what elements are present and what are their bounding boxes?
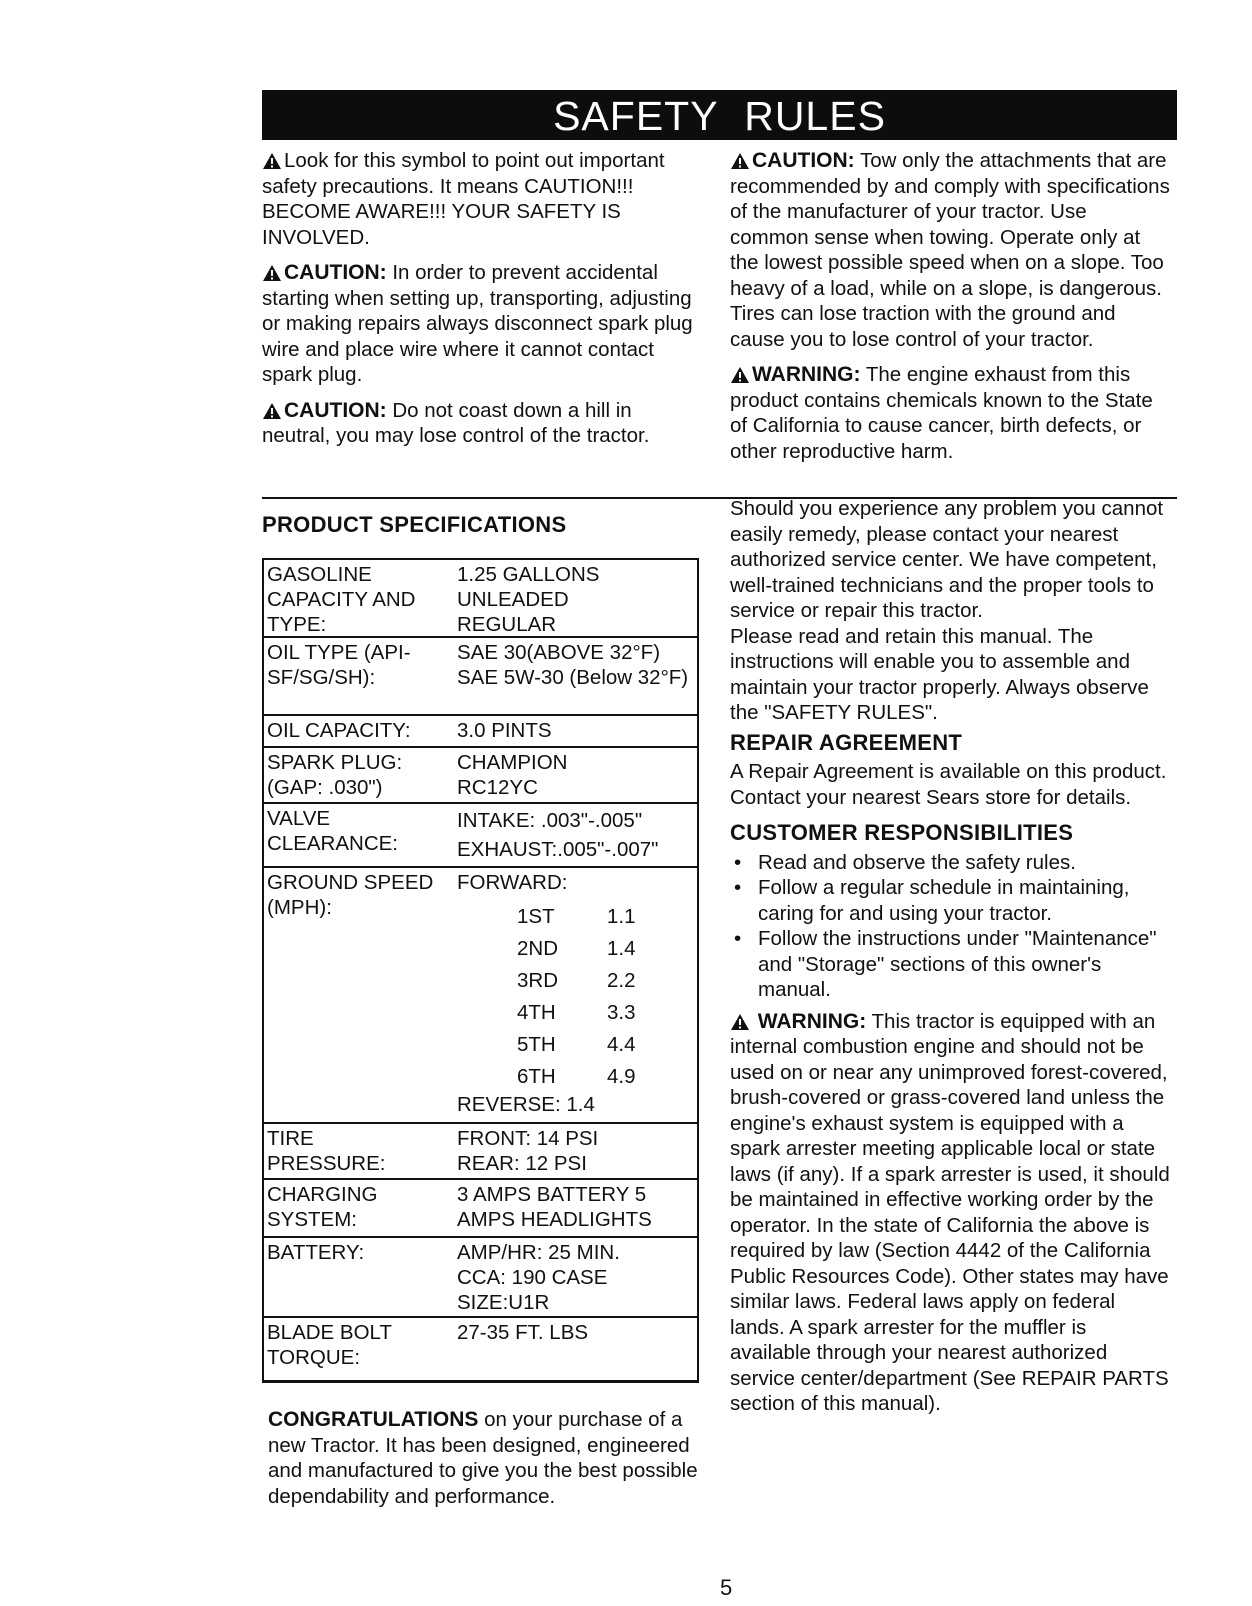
- warning-triangle-icon: [730, 366, 750, 384]
- spec-value: AMP/HR: 25 MIN. CCA: 190 CASE SIZE:U1R: [457, 1241, 620, 1314]
- caution-towing: [730, 148, 1170, 352]
- spec-value: SAE 30(ABOVE 32°F) SAE 5W-30 (Below 32°F): [457, 641, 689, 689]
- manual-paragraph: Please read and retain this manual. The instructions will enable you to assemble and maintain your tractor properly. Always observe the "SAFETY RULES".: [730, 624, 1149, 724]
- gear-label: 5TH: [517, 1033, 556, 1056]
- caution-disconnect: [262, 260, 702, 388]
- warning-exhaust: [730, 362, 1170, 464]
- gear-speed: 4.4: [607, 1033, 636, 1056]
- spec-label: VALVE CLEARANCE:: [267, 807, 399, 855]
- spec-value: 1.25 GALLONS UNLEADED REGULAR: [457, 563, 600, 636]
- gear-row: [517, 997, 717, 1029]
- spec-row-spark-plug: [264, 748, 697, 804]
- spec-row-oil-capacity: [264, 716, 697, 748]
- spec-row-ground-speed: [264, 868, 697, 1124]
- left-safety-column: [262, 148, 702, 459]
- spec-row-valve: [264, 804, 697, 868]
- spec-label: GROUND SPEED (MPH):: [267, 871, 434, 919]
- spec-row-charging: [264, 1180, 697, 1238]
- warning-label: WARNING:: [757, 1009, 867, 1033]
- repair-agreement-heading: REPAIR AGREEMENT: [730, 729, 963, 755]
- gear-label: 4TH: [517, 1001, 556, 1024]
- warning-triangle-icon: [730, 1013, 750, 1031]
- spec-value: CHAMPION RC12YC: [457, 751, 568, 799]
- customer-responsibilities-heading: CUSTOMER RESPONSIBILITIES: [730, 820, 1074, 845]
- warning-spark-arrester: [730, 1009, 1170, 1417]
- forward-label: FORWARD:: [457, 871, 568, 894]
- caution-text: In order to prevent accidental starting when setting up, transporting, adjusting or making repairs always disconnect spark plug wire and place wire where it cannot contact spark plug.: [262, 261, 693, 386]
- spec-value: 27-35 FT. LBS: [457, 1321, 589, 1344]
- gear-label: 2ND: [517, 937, 559, 960]
- spec-value: 3.0 PINTS: [457, 719, 552, 742]
- service-paragraph: Should you experience any problem you cannot easily remedy, please contact your nearest authorized service center. We have competent, well-trained technicians and the proper tools to service or repair this tractor.: [730, 497, 1164, 622]
- gear-speed: 2.2: [607, 969, 636, 992]
- spec-label: SPARK PLUG: (GAP: .030"): [267, 751, 403, 799]
- congratulations-label: CONGRATULATIONS: [268, 1408, 479, 1431]
- spec-label: OIL TYPE (API-SF/SG/SH):: [267, 641, 411, 689]
- warning-triangle-icon: [262, 402, 282, 420]
- spec-row-tire: [264, 1124, 697, 1180]
- spec-value: FRONT: 14 PSI REAR: 12 PSI: [457, 1127, 599, 1175]
- gear-row: [517, 965, 717, 997]
- list-item: • Follow a regular schedule in maintaining, caring for and using your tractor.: [730, 875, 1170, 926]
- gear-row: [517, 933, 717, 965]
- spec-value: 3 AMPS BATTERY 5 AMPS HEADLIGHTS: [457, 1183, 652, 1231]
- warning-text: The engine exhaust from this product contains chemicals known to the State of California to cause cancer, birth defects, or other reproductive harm.: [730, 363, 1153, 463]
- spec-label: OIL CAPACITY:: [267, 719, 411, 742]
- gear-row: [517, 901, 717, 933]
- intro-paragraph: [262, 148, 702, 250]
- specs-heading: PRODUCT SPECIFICATIONS: [262, 512, 567, 537]
- specs-table: [262, 558, 699, 1383]
- gear-label: 3RD: [517, 969, 559, 992]
- list-item: • Read and observe the safety rules.: [730, 850, 1170, 876]
- right-info-column: [730, 496, 1170, 1417]
- spec-row-oil-type: [264, 638, 697, 716]
- spec-label: TIRE PRESSURE:: [267, 1127, 386, 1175]
- gear-row: [517, 1029, 717, 1061]
- spec-row-blade-bolt: [264, 1318, 697, 1380]
- warning-text: This tractor is equipped with an internal combustion engine and should not be used on or near any unimproved forest-covered, brush-covered or grass-covered land unless the engine's exhaust system is equipped with a spark arrester meeting applicable local or state laws (if any). If a spark arrester is used, it should be maintained in effective working order by the operator. In the state of California the above is required by law (Section 4442 of the California Public Resources Code). Other states may have similar laws. Federal laws apply on federal lands. A spark arrester for the muffler is available through your nearest authorized service center/department (See REPAIR PARTS section of this manual).: [730, 1009, 1170, 1415]
- spec-label: CHARGING SYSTEM:: [267, 1183, 378, 1231]
- warning-triangle-icon: [262, 264, 282, 282]
- spec-row-battery: [264, 1238, 697, 1318]
- reverse-speed: REVERSE: 1.4: [457, 1093, 595, 1116]
- responsibility-list: [730, 850, 1170, 1003]
- caution-label: CAUTION:: [752, 149, 855, 172]
- list-item: • Follow the instructions under "Maintenance" and "Storage" sections of this owner's manual.: [730, 926, 1170, 1003]
- gear-row: [517, 1061, 717, 1093]
- congratulations-text: on your purchase of a new Tractor. It has been designed, engineered and manufactured to give you the best possible dependability and performance.: [268, 1408, 698, 1508]
- warning-triangle-icon: [262, 152, 282, 170]
- gear-speed: 1.1: [607, 905, 636, 928]
- caution-text: Tow only the attachments that are recommended by and comply with specifications of the manufacturer of your tractor. Use common sense when towing. Operate only at the lowest possible speed when on a slope. Too heavy of a load, while on a slope, is dangerous. Tires can lose traction with the ground and cause you to lose control of your tractor.: [730, 149, 1170, 351]
- page-title: SAFETY RULES: [262, 90, 1177, 140]
- warning-triangle-icon: [730, 152, 750, 170]
- repair-agreement-text: A Repair Agreement is available on this product. Contact your nearest Sears store for details.: [730, 760, 1167, 809]
- spec-label: BATTERY:: [267, 1241, 365, 1264]
- gear-speed: 1.4: [607, 937, 636, 960]
- spec-row-gasoline: [264, 560, 697, 638]
- congratulations-paragraph: [268, 1407, 698, 1509]
- right-safety-column: [730, 148, 1170, 474]
- spec-label: GASOLINE CAPACITY AND TYPE:: [267, 563, 416, 636]
- gear-label: 1ST: [517, 905, 555, 928]
- caution-label: CAUTION:: [284, 398, 387, 422]
- gear-speed: 3.3: [607, 1001, 636, 1024]
- spec-label: BLADE BOLT TORQUE:: [267, 1321, 392, 1369]
- gear-list: [267, 901, 697, 1093]
- spec-value: INTAKE: .003"-.005" EXHAUST:.005"-.007": [457, 809, 659, 861]
- page-number: 5: [720, 1575, 733, 1600]
- gear-speed: 4.9: [607, 1065, 636, 1088]
- intro-text: Look for this symbol to point out important safety precautions. It means CAUTION!!! BECOME AWARE!!! YOUR SAFETY IS INVOLVED.: [262, 149, 665, 249]
- gear-label: 6TH: [517, 1065, 556, 1088]
- warning-label: WARNING:: [752, 363, 861, 386]
- caution-coast: [262, 398, 702, 449]
- caution-text: Do not coast down a hill in neutral, you may lose control of the tractor.: [262, 398, 650, 447]
- caution-label: CAUTION:: [284, 261, 387, 284]
